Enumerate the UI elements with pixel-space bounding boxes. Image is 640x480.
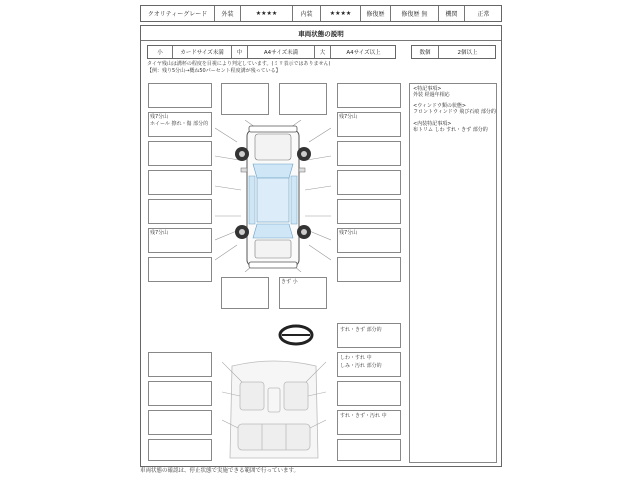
rear-seat-note: すれ・きず・汚れ 中 bbox=[340, 413, 387, 419]
note-box-right-1 bbox=[337, 83, 401, 108]
quality-grade-label: クオリティーグレード bbox=[141, 6, 215, 21]
seat-note-2: しみ・汚れ 部分的 bbox=[340, 363, 382, 369]
trunk bbox=[255, 240, 291, 258]
note-box-top-1 bbox=[221, 83, 269, 115]
note-box-left-4 bbox=[148, 170, 212, 195]
mirror-right bbox=[299, 168, 305, 172]
tire-rear-left bbox=[235, 225, 249, 239]
repair-label: 修復歴 bbox=[361, 6, 391, 21]
interior-box-left-1 bbox=[148, 352, 212, 377]
count-legend-table bbox=[411, 45, 496, 59]
note-box-left-5 bbox=[148, 199, 212, 224]
note-box-right-3 bbox=[337, 141, 401, 166]
fl-wheel-note: ホイール 擦れ・傷 部分的 bbox=[150, 121, 209, 127]
note-box-right-7 bbox=[337, 257, 401, 282]
interior-label: 内装 bbox=[293, 6, 321, 21]
note-box-right-fr bbox=[337, 112, 401, 137]
footer-note: 車両状態の確認は、停止状態で実施できる範囲で行っています。 bbox=[140, 468, 300, 474]
note-box-left-fl-wheel bbox=[148, 112, 212, 137]
note-box-top-2 bbox=[279, 83, 327, 115]
interior-box-left-3 bbox=[148, 410, 212, 435]
note-box-left-3 bbox=[148, 141, 212, 166]
fl-tire-note: 残7分山 bbox=[150, 114, 169, 120]
size-small: 小 bbox=[148, 46, 173, 58]
fr-tire-note: 残7分山 bbox=[339, 114, 358, 120]
size-large: 大 bbox=[315, 46, 331, 58]
repair-value: 修復歴 無 bbox=[391, 6, 439, 21]
tire-rear-right bbox=[297, 225, 311, 239]
note-box-right-4 bbox=[337, 170, 401, 195]
rl-tire-note: 残7分山 bbox=[150, 230, 169, 236]
special-heading: <特記事項> bbox=[413, 86, 442, 92]
engine-label: 機関 bbox=[439, 6, 465, 21]
rr-tire-note: 残7分山 bbox=[339, 230, 358, 236]
rear-bumper bbox=[249, 262, 297, 268]
special-notes-box bbox=[409, 83, 497, 463]
count-label: 数個 bbox=[412, 46, 439, 58]
car-top-view-diagram bbox=[215, 120, 331, 272]
note-box-bottom-rear-bumper bbox=[279, 277, 327, 309]
hood bbox=[255, 134, 291, 160]
interior-box-seat bbox=[337, 352, 401, 377]
note-box-right-5 bbox=[337, 199, 401, 224]
side-window-left bbox=[249, 176, 255, 224]
tire-note-1: タイヤ残山は溝杯の程度を目視により判定しています。(ミリ表示ではありません) bbox=[147, 61, 331, 67]
rear-window bbox=[253, 224, 293, 238]
interior-box-steering bbox=[337, 323, 401, 348]
note-box-left-1 bbox=[148, 83, 212, 108]
interior-box-left-2 bbox=[148, 381, 212, 406]
note-box-bottom-1 bbox=[221, 277, 269, 309]
size-medium-desc: A4サイズ未満 bbox=[248, 46, 315, 58]
size-large-desc: A4サイズ以上 bbox=[346, 50, 381, 56]
tire-note-2: 【例：残り5分山→概ね50パーセント程度溝が残っている】 bbox=[147, 68, 281, 74]
interior-text: 布トリム しわ すれ・きず 部分的 bbox=[413, 127, 488, 133]
mirror-left bbox=[241, 168, 247, 172]
side-window-right bbox=[291, 176, 297, 224]
interior-diagram bbox=[222, 358, 326, 462]
note-box-left-7 bbox=[148, 257, 212, 282]
engine-value: 正常 bbox=[477, 11, 490, 18]
exterior-label: 外装 bbox=[215, 6, 241, 21]
interior-box-rear-seat bbox=[337, 410, 401, 435]
interior-box-right-3 bbox=[337, 381, 401, 406]
interior-box-right-5 bbox=[337, 439, 401, 461]
window-heading: <ウィンドウ類の状態> bbox=[413, 103, 467, 109]
note-box-left-rl bbox=[148, 228, 212, 253]
note-box-right-rr bbox=[337, 228, 401, 253]
section-title: 車両状態の説明 bbox=[298, 30, 344, 38]
interior-stars: ★★★★ bbox=[321, 6, 361, 21]
steering-note: すれ・きず 部分的 bbox=[340, 327, 382, 333]
special-text: 外装 経過年相応 bbox=[413, 92, 450, 98]
windshield bbox=[253, 164, 293, 178]
steering-wheel-icon bbox=[278, 324, 314, 346]
title-divider bbox=[141, 40, 501, 41]
tire-front-left bbox=[235, 147, 249, 161]
roof bbox=[257, 178, 289, 222]
seat-note-1: しわ・すれ 中 bbox=[340, 355, 372, 361]
rear-bumper-note: きず 小 bbox=[281, 279, 298, 285]
size-legend-table bbox=[147, 45, 396, 59]
size-medium: 中 bbox=[232, 46, 248, 58]
size-small-desc: カードサイズ未満 bbox=[173, 46, 232, 58]
interior-heading: <内装特記事項> bbox=[413, 121, 452, 127]
grade-row bbox=[140, 5, 502, 22]
front-bumper bbox=[249, 126, 297, 132]
tire-front-right bbox=[297, 147, 311, 161]
window-text: フロントウィンドウ 飛び石痕 部分的 bbox=[413, 109, 496, 115]
interior-box-left-4 bbox=[148, 439, 212, 461]
count-desc: 2個以上 bbox=[457, 50, 478, 56]
exterior-stars: ★★★★ bbox=[241, 6, 293, 21]
